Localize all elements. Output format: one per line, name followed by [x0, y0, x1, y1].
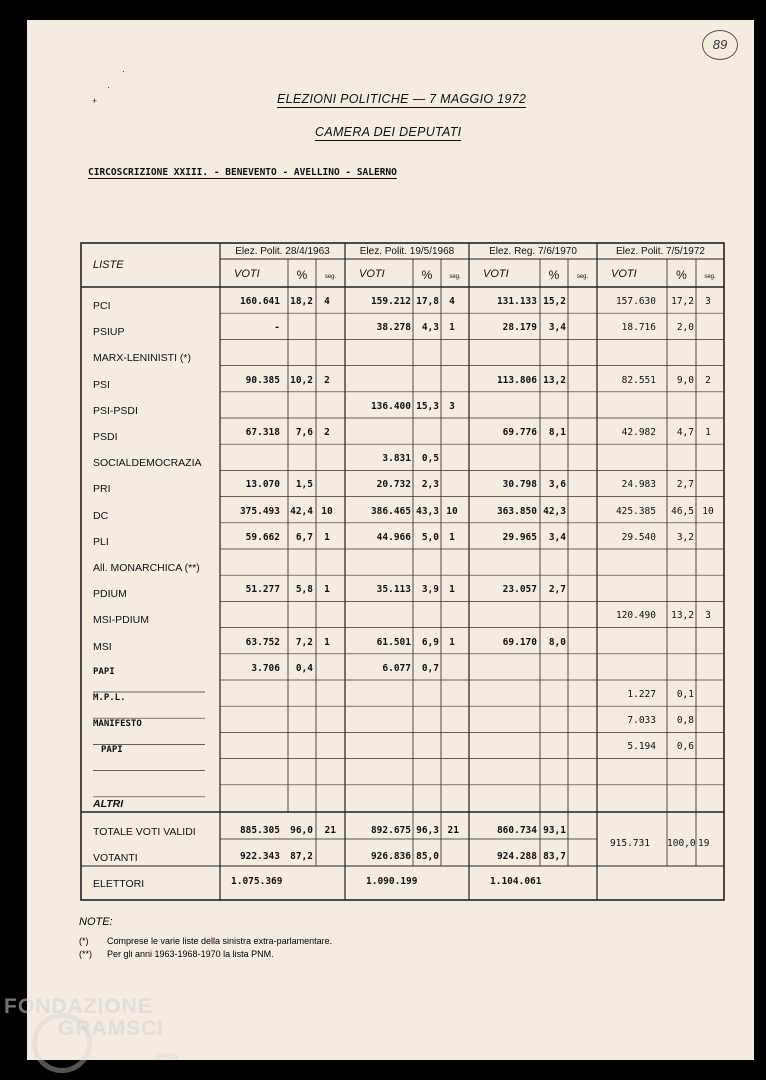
table-cell-v68: 38.278	[376, 322, 411, 334]
table-cell-v68: 159.212	[370, 296, 411, 307]
table-cell-v63: 13.070	[245, 479, 280, 491]
table-cell-s63: 10	[321, 505, 333, 517]
table-cell-v63: 3.706	[251, 662, 280, 674]
table-cell-s63: 4	[324, 296, 330, 307]
table-cell-v72: 157.630	[615, 296, 656, 307]
table-cell-v68: 6.077	[382, 662, 411, 674]
table-cell-p70: 8,0	[548, 636, 566, 648]
table-cell-v63: -	[274, 322, 280, 334]
table-cell-s68: 4	[449, 296, 455, 307]
table-cell-p68: 0,5	[421, 453, 439, 465]
table-cell-v72: 42.982	[621, 427, 656, 438]
table-cell-p63: 1,5	[295, 479, 313, 491]
party-label: SOCIALDEMOCRAZIA	[93, 457, 202, 470]
table-cell-s63: 1	[324, 636, 330, 648]
table-cell-s72: 3	[705, 296, 711, 307]
elettori-v70: 1.104.061	[490, 876, 542, 887]
column-header-pct: %	[676, 268, 687, 282]
table-cell-p70: 15,2	[543, 296, 566, 307]
table-cell-p70: 3,6	[548, 479, 566, 491]
table-cell-v72: 5.194	[627, 741, 656, 753]
group-header-title: Elez. Reg. 7/6/1970	[489, 246, 577, 257]
totals-v72: 915.731	[609, 838, 650, 849]
table-cell-p68: 4,3	[421, 322, 439, 334]
group-header-title: Elez. Polit. 28/4/1963	[235, 246, 330, 257]
party-label: PAPI	[101, 745, 123, 756]
table-cell-v72: 24.983	[621, 479, 656, 491]
table-cell-s68: 1	[449, 584, 455, 596]
votanti-p68: 85,0	[416, 851, 439, 862]
table-cell-s68: 1	[449, 322, 455, 334]
table-cell-p70: 8,1	[548, 427, 566, 438]
table-cell-p72: 9,0	[676, 374, 694, 386]
column-header-seg: seg.	[576, 274, 589, 280]
party-label: M.P.L.	[93, 693, 126, 703]
table-cell-v70: 30.798	[502, 479, 537, 491]
liste-header: LISTE	[93, 259, 124, 271]
table-cell-p63: 7,6	[295, 427, 313, 438]
table-cell-s72: 3	[705, 610, 711, 622]
totals-s72: 19	[698, 838, 710, 849]
votanti-p63: 87,2	[290, 851, 313, 862]
table-cell-p63: 10,2	[290, 374, 313, 386]
table-cell-p63: 0,4	[295, 662, 313, 674]
party-label: DC	[93, 509, 109, 522]
party-label: ALTRI	[93, 797, 124, 810]
table-cell-v70: 131.133	[496, 296, 537, 307]
table-cell-s63: 2	[324, 374, 330, 386]
party-label: MANIFESTO	[93, 719, 142, 730]
party-label: MSI-PDIUM	[93, 614, 149, 627]
column-header-seg: seg.	[324, 274, 337, 280]
note-1-text: Comprese le varie liste della sinistra extra-parlamentare.	[107, 936, 333, 946]
column-header-voti: VOTI	[234, 268, 260, 280]
totals-v70: 860.734	[496, 825, 537, 836]
table-cell-v68: 386.465	[370, 505, 411, 517]
votanti-v68: 926.836	[370, 851, 411, 862]
table-cell-s68: 10	[446, 505, 458, 517]
party-label: MSI	[93, 640, 112, 653]
column-header-voti: VOTI	[611, 268, 637, 280]
table-cell-s68: 3	[449, 400, 455, 412]
table-cell-p72: 17,2	[671, 296, 694, 307]
column-header-seg: seg.	[449, 274, 461, 280]
table-cell-v68: 20.732	[376, 479, 411, 491]
table-cell-p68: 3,9	[421, 584, 439, 596]
document-title: ELEZIONI POLITICHE — 7 MAGGIO 1972	[277, 92, 527, 106]
table-cell-p70: 2,7	[548, 584, 566, 596]
table-cell-v68: 44.966	[376, 531, 411, 543]
table-cell-p68: 2,3	[421, 479, 439, 491]
table-cell-v72: 7.033	[627, 715, 656, 727]
elettori-v68: 1.090.199	[366, 876, 418, 887]
watermark-line2: GRAMSCI	[58, 1017, 165, 1040]
table-cell-p68: 17,8	[416, 296, 439, 307]
party-label: PSI	[93, 378, 110, 391]
table-cell-p68: 0,7	[421, 662, 439, 674]
table-cell-v70: 28.179	[502, 322, 537, 334]
table-cell-s63: 1	[324, 584, 330, 596]
elettori-label: ELETTORI	[93, 878, 145, 890]
column-header-pct: %	[296, 268, 308, 282]
table-cell-v68: 61.501	[376, 636, 411, 648]
totals-p63: 96,0	[290, 825, 313, 836]
table-cell-p68: 5,0	[421, 531, 439, 543]
circoscrizione-heading: CIRCOSCRIZIONE XXIII. - BENEVENTO - AVELLINO - SALERNO	[88, 167, 397, 178]
table-cell-p63: 5,8	[295, 584, 313, 596]
table-cell-v63: 90.385	[245, 374, 280, 386]
watermark-line1: FONDAZIONE	[4, 995, 153, 1018]
column-header-seg: seg.	[704, 274, 716, 280]
table-cell-p70: 3,4	[548, 531, 566, 543]
column-header-voti: VOTI	[483, 268, 509, 280]
totals-s68: 21	[447, 825, 459, 836]
table-cell-s63: 2	[324, 427, 330, 438]
table-cell-s63: 1	[324, 531, 330, 543]
table-cell-v68: 35.113	[376, 584, 411, 596]
totals-label: TOTALE VOTI VALIDI	[93, 826, 196, 838]
note-2-mark: (**)	[79, 949, 92, 959]
table-cell-p68: 15,3	[416, 400, 439, 412]
totals-v63: 885.305	[239, 825, 280, 836]
totals-p68: 96,3	[416, 825, 439, 836]
table-cell-v72: 425.385	[615, 505, 656, 517]
table-cell-p70: 42,3	[543, 505, 566, 517]
column-header-voti: VOTI	[359, 268, 385, 280]
group-header-title: Elez. Polit. 19/5/1968	[359, 246, 455, 257]
table-cell-v70: 113.806	[496, 374, 537, 386]
party-label: PSI-PSDI	[93, 404, 138, 417]
document-subtitle: CAMERA DEI DEPUTATI	[315, 125, 462, 139]
table-cell-s72: 2	[705, 374, 711, 386]
party-label: PSDI	[93, 431, 118, 443]
totals-s63: 21	[324, 825, 336, 836]
votanti-p70: 83,7	[543, 851, 566, 862]
table-cell-p72: 13,2	[671, 610, 694, 622]
table-cell-v63: 67.318	[245, 427, 280, 438]
scan-speck: ·	[107, 82, 110, 92]
totals-p72: 100,0	[667, 838, 696, 849]
elettori-v63: 1.075.369	[231, 876, 283, 887]
table-cell-v70: 23.057	[502, 584, 537, 596]
table-cell-v72: 82.551	[621, 374, 656, 386]
table-cell-v63: 51.277	[245, 584, 280, 596]
table-cell-s72: 10	[702, 505, 714, 517]
table-cell-v72: 18.716	[621, 322, 656, 334]
totals-v68: 892.675	[370, 825, 411, 836]
table-cell-v70: 69.170	[502, 636, 537, 648]
votanti-v63: 922.343	[239, 851, 280, 862]
table-cell-v72: 120.490	[615, 610, 656, 622]
table-cell-p72: 2,7	[676, 479, 694, 491]
notes-title: NOTE:	[79, 916, 113, 928]
table-cell-p72: 4,7	[676, 427, 694, 438]
note-1-mark: (*)	[79, 936, 89, 946]
table-cell-v72: 29.540	[621, 531, 656, 543]
table-cell-s68: 1	[449, 636, 455, 648]
party-label: PDIUM	[93, 588, 127, 601]
totals-p70: 93,1	[543, 825, 566, 836]
page-number: 89	[702, 30, 738, 60]
table-cell-p63: 6,7	[295, 531, 313, 543]
table-cell-p63: 18,2	[290, 296, 313, 307]
column-header-pct: %	[421, 268, 433, 282]
party-label: All. MONARCHICA (**)	[93, 562, 200, 574]
scan-speck: +	[92, 96, 98, 106]
party-label: PAPI	[93, 666, 115, 677]
party-label: PSIUP	[93, 326, 125, 339]
group-header-title: Elez. Polit. 7/5/1972	[616, 246, 705, 257]
column-header-pct: %	[548, 268, 560, 282]
table-cell-v68: 136.400	[370, 400, 411, 412]
table-cell-v63: 59.662	[245, 531, 280, 543]
watermark-onlus: onlus	[157, 1051, 179, 1061]
party-label: PRI	[93, 483, 111, 496]
table-cell-p72: 2,0	[676, 322, 694, 334]
party-label: PLI	[93, 535, 109, 548]
table-cell-p72: 0,1	[676, 689, 694, 700]
table-cell-p68: 6,9	[421, 636, 439, 648]
party-label: PCI	[93, 300, 111, 312]
table-cell-v70: 29.965	[502, 531, 537, 543]
table-cell-p63: 7,2	[295, 636, 313, 648]
votanti-label: VOTANTI	[93, 852, 138, 864]
note-2-text: Per gli anni 1963-1968-1970 la lista PNM.	[107, 949, 274, 959]
table-cell-v72: 1.227	[627, 689, 656, 700]
votanti-v70: 924.288	[496, 851, 537, 862]
table-cell-v63: 160.641	[239, 296, 280, 307]
table-cell-p63: 42,4	[290, 505, 313, 517]
table-cell-p72: 3,2	[676, 531, 694, 543]
table-cell-p72: 0,6	[676, 741, 694, 753]
table-cell-v63: 63.752	[245, 636, 280, 648]
table-cell-p68: 43,3	[416, 505, 439, 517]
table-cell-v63: 375.493	[239, 505, 280, 517]
party-label: MARX-LENINISTI (*)	[93, 352, 192, 365]
table-cell-p70: 13,2	[543, 374, 566, 386]
scan-speck: ·	[122, 66, 125, 76]
table-cell-s68: 1	[449, 531, 455, 543]
table-cell-p72: 0,8	[676, 715, 694, 727]
table-cell-p70: 3,4	[548, 322, 566, 334]
table-cell-v70: 69.776	[502, 427, 537, 438]
table-cell-s72: 1	[705, 427, 711, 438]
table-cell-v68: 3.831	[382, 453, 411, 465]
watermark	[4, 996, 164, 1040]
table-cell-v70: 363.850	[496, 505, 537, 517]
table-cell-p72: 46,5	[671, 505, 694, 517]
